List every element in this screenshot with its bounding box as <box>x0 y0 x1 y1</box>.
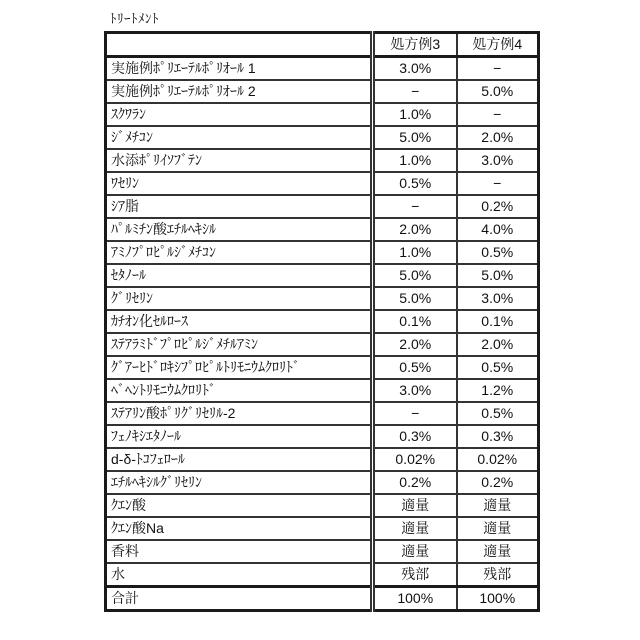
example4-value-cell: 適量 <box>457 494 539 517</box>
example4-value-cell: 2.0% <box>457 333 539 356</box>
table-row <box>106 356 539 379</box>
example3-value-cell: 0.5% <box>373 172 457 195</box>
table-row <box>106 425 539 448</box>
ingredient-cell: ｴﾁﾙﾍｷｼﾙｸﾞﾘｾﾘﾝ <box>106 471 373 494</box>
example3-value-cell: 2.0% <box>373 333 457 356</box>
ingredient-cell: 水添ﾎﾟﾘｲｿﾌﾞﾃﾝ <box>106 149 373 172</box>
example4-value-cell: 適量 <box>457 517 539 540</box>
header-row <box>106 33 539 57</box>
total-row <box>106 587 539 611</box>
example3-value-cell: 5.0% <box>373 264 457 287</box>
table-row <box>106 517 539 540</box>
ingredient-cell: ｾﾀﾉｰﾙ <box>106 264 373 287</box>
header-formulation-example-3: 処方例3 <box>373 33 457 57</box>
table-row <box>106 402 539 425</box>
example4-value-cell: 0.2% <box>457 195 539 218</box>
example3-value-cell: 0.5% <box>373 356 457 379</box>
table-row <box>106 563 539 587</box>
example4-value-cell: 0.5% <box>457 402 539 425</box>
ingredient-cell: d-δ-ﾄｺﾌｪﾛｰﾙ <box>106 448 373 471</box>
example3-value-cell: 2.0% <box>373 218 457 241</box>
table-row <box>106 57 539 81</box>
table-row <box>106 241 539 264</box>
example4-value-cell: 5.0% <box>457 264 539 287</box>
example4-value-cell: 4.0% <box>457 218 539 241</box>
table-row <box>106 448 539 471</box>
header-formulation-example-4: 処方例4 <box>457 33 539 57</box>
ingredient-cell: ｽｸﾜﾗﾝ <box>106 103 373 126</box>
example4-value-cell: 3.0% <box>457 149 539 172</box>
example3-value-cell: 適量 <box>373 494 457 517</box>
example4-value-cell: 1.2% <box>457 379 539 402</box>
example4-value-cell: 0.3% <box>457 425 539 448</box>
example3-value-cell: 0.3% <box>373 425 457 448</box>
example4-value-cell: 適量 <box>457 540 539 563</box>
example4-value-cell: − <box>457 103 539 126</box>
example3-value-cell: 0.2% <box>373 471 457 494</box>
ingredient-cell: ﾍﾞﾍﾝﾄﾘﾓﾆｳﾑｸﾛﾘﾄﾞ <box>106 379 373 402</box>
example3-value-cell: 3.0% <box>373 57 457 81</box>
example3-value-cell: 0.1% <box>373 310 457 333</box>
ingredient-cell: ｸﾞﾘｾﾘﾝ <box>106 287 373 310</box>
table-row <box>106 103 539 126</box>
example4-value-cell: − <box>457 172 539 195</box>
table-row <box>106 333 539 356</box>
example3-value-cell: 適量 <box>373 540 457 563</box>
example3-value-cell: − <box>373 195 457 218</box>
example3-value-cell: 100% <box>373 587 457 611</box>
page-title: ﾄﾘｰﾄﾒﾝﾄ <box>110 11 159 26</box>
table-row <box>106 126 539 149</box>
ingredient-cell: 実施例ﾎﾟﾘｴｰﾃﾙﾎﾟﾘｵｰﾙ 1 <box>106 57 373 81</box>
table-row <box>106 218 539 241</box>
example3-value-cell: 残部 <box>373 563 457 587</box>
example3-value-cell: − <box>373 80 457 103</box>
example3-value-cell: − <box>373 402 457 425</box>
example3-value-cell: 3.0% <box>373 379 457 402</box>
table-row <box>106 195 539 218</box>
ingredient-cell: 水 <box>106 563 373 587</box>
ingredient-cell: ﾜｾﾘﾝ <box>106 172 373 195</box>
example4-value-cell: 2.0% <box>457 126 539 149</box>
ingredient-cell: ｼｱ脂 <box>106 195 373 218</box>
example4-value-cell: 0.02% <box>457 448 539 471</box>
ingredient-cell: ｸｴﾝ酸Na <box>106 517 373 540</box>
example4-value-cell: 0.2% <box>457 471 539 494</box>
table-row <box>106 149 539 172</box>
example4-value-cell: 0.1% <box>457 310 539 333</box>
table-row <box>106 264 539 287</box>
ingredient-cell: ｽﾃｱﾘﾝ酸ﾎﾟﾘｸﾞﾘｾﾘﾙ-2 <box>106 402 373 425</box>
example4-value-cell: 5.0% <box>457 80 539 103</box>
ingredient-cell: ｸﾞｱｰﾋﾄﾞﾛｷｼﾌﾟﾛﾋﾟﾙﾄﾘﾓﾆｳﾑｸﾛﾘﾄﾞ <box>106 356 373 379</box>
table-row <box>106 471 539 494</box>
table-row <box>106 494 539 517</box>
example3-value-cell: 1.0% <box>373 103 457 126</box>
table-row <box>106 540 539 563</box>
example4-value-cell: 100% <box>457 587 539 611</box>
example4-value-cell: 0.5% <box>457 356 539 379</box>
table-row <box>106 310 539 333</box>
example3-value-cell: 1.0% <box>373 149 457 172</box>
table-body <box>106 57 539 611</box>
ingredient-cell: 香料 <box>106 540 373 563</box>
table-row <box>106 379 539 402</box>
example3-value-cell: 5.0% <box>373 126 457 149</box>
example3-value-cell: 適量 <box>373 517 457 540</box>
ingredient-cell: 合計 <box>106 587 373 611</box>
ingredient-cell: ｸｴﾝ酸 <box>106 494 373 517</box>
ingredient-cell: ｼﾞﾒﾁｺﾝ <box>106 126 373 149</box>
example4-value-cell: 3.0% <box>457 287 539 310</box>
example3-value-cell: 0.02% <box>373 448 457 471</box>
table-header <box>106 33 539 57</box>
example4-value-cell: 残部 <box>457 563 539 587</box>
ingredient-cell: ﾊﾟﾙﾐﾁﾝ酸ｴﾁﾙﾍｷｼﾙ <box>106 218 373 241</box>
table-row <box>106 80 539 103</box>
ingredient-cell: ｱﾐﾉﾌﾟﾛﾋﾟﾙｼﾞﾒﾁｺﾝ <box>106 241 373 264</box>
example3-value-cell: 5.0% <box>373 287 457 310</box>
ingredient-cell: ｽﾃｱﾗﾐﾄﾞﾌﾟﾛﾋﾟﾙｼﾞﾒﾁﾙｱﾐﾝ <box>106 333 373 356</box>
example4-value-cell: 0.5% <box>457 241 539 264</box>
ingredient-cell: ﾌｪﾉｷｼｴﾀﾉｰﾙ <box>106 425 373 448</box>
ingredient-cell: 実施例ﾎﾟﾘｴｰﾃﾙﾎﾟﾘｵｰﾙ 2 <box>106 80 373 103</box>
example3-value-cell: 1.0% <box>373 241 457 264</box>
ingredient-cell: ｶﾁｵﾝ化ｾﾙﾛｰｽ <box>106 310 373 333</box>
formulation-table <box>104 31 540 612</box>
table-row <box>106 172 539 195</box>
table-row <box>106 287 539 310</box>
header-ingredient <box>106 33 373 57</box>
example4-value-cell: − <box>457 57 539 81</box>
